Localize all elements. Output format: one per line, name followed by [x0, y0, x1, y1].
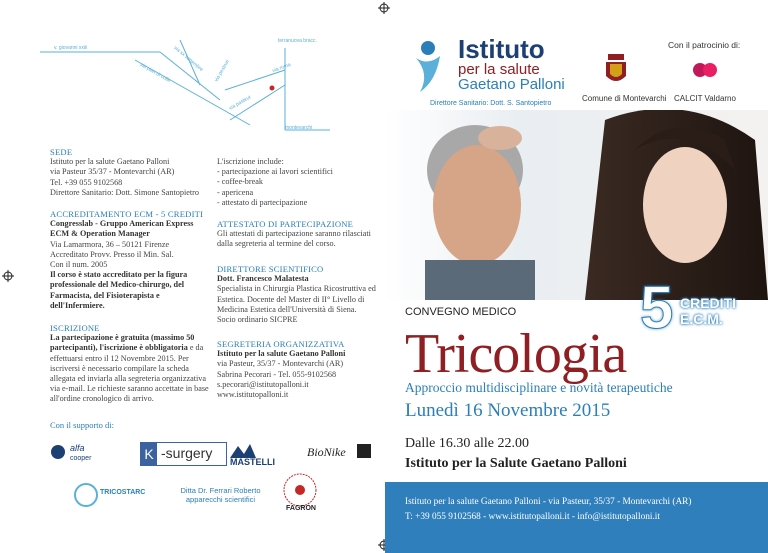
event-place: Istituto per la Salute Gaetano Palloni	[405, 456, 627, 471]
event-type: CONVEGNO MEDICO	[405, 306, 517, 318]
segreteria-line: via Pasteur, 35/37 - Montevarchi (AR)	[217, 359, 344, 369]
ecm-credits-label: E.C.M.	[680, 311, 723, 327]
accreditamento-line: Con il num. 2005	[50, 260, 108, 270]
include-line: L'iscrizione include:	[217, 157, 284, 166]
brand-logo	[408, 36, 568, 106]
brand-director: Direttore Sanitario: Dott. S. Santopietro	[430, 100, 552, 107]
include-line: - partecipazione ai lavori scientifici	[217, 167, 333, 177]
svg-text:TRICOSTARC: TRICOSTARC	[100, 489, 146, 496]
bionike-logo	[305, 440, 375, 466]
event-details	[405, 434, 627, 474]
svg-text:BioNike: BioNike	[307, 445, 346, 459]
include-line: - coffee-break	[217, 177, 263, 187]
brand-subtitle: per la salute	[458, 61, 540, 78]
map-street-label: v. giovanni xxiii	[54, 45, 88, 51]
sede-line: Istituto per la salute Gaetano Palloni	[50, 157, 170, 167]
ferrari-line: apparecchi scientifici	[185, 495, 256, 504]
direttore-text: Specialista in Chirurgia Plastica Ricostruttiva ed Estetica. Docente del Master di II° Livello di Medicina Estetica dell'Università di Siena. Socio ordinario SICPRE	[217, 284, 376, 325]
map-street-label: via pestruri	[213, 58, 231, 84]
svg-text:FAGRON: FAGRON	[286, 505, 316, 512]
iscrizione-section	[50, 323, 210, 405]
tricostarc-logo	[72, 480, 162, 510]
patrocinio-label: Con il patrocinio di:	[668, 40, 741, 50]
ferrari-line: Ditta Dr. Ferrari Roberto	[180, 486, 261, 495]
patrocinio-calcit: CALCIT Valdarno	[674, 94, 736, 103]
ecm-credits-number: 5	[640, 274, 674, 341]
direttore-name: Dott. Francesco Malatesta	[217, 274, 309, 284]
map-street-label: via pasteur	[228, 94, 253, 112]
sede-heading: SEDE	[50, 147, 73, 157]
map-street-label: terranuova bracc.	[278, 38, 317, 44]
attestato-heading: ATTESTATO DI PARTECIPAZIONE	[217, 219, 354, 229]
include-section	[217, 157, 377, 208]
accreditamento-section	[50, 209, 210, 311]
sede-line: Direttore Sanitario: Dott. Simone Santopietro	[50, 187, 199, 197]
event-title: Tricologia	[405, 323, 627, 385]
iscrizione-heading: ISCRIZIONE	[50, 323, 100, 333]
brand-title: Istituto	[458, 34, 545, 64]
patrocinio-comune: Comune di Montevarchi	[582, 94, 667, 103]
map-street-label: montevarchi	[285, 125, 313, 131]
accreditamento-heading: ACCREDITAMENTO ECM - 5 CREDITI	[50, 209, 204, 219]
hero-photo	[385, 110, 768, 300]
segreteria-email[interactable]: s.pecorari@istitutopalloni.it	[217, 379, 309, 389]
event-time: Dalle 16.30 alle 22.00	[405, 436, 530, 451]
ksurgery-logo: K -surgery	[140, 442, 227, 466]
registration-mark-icon	[2, 270, 14, 282]
segreteria-line: Sabrina Pecorari - Tel. 055-9102568	[217, 369, 337, 379]
sede-line: via Pasteur 35/37 - Montevarchi (AR)	[50, 167, 175, 177]
attestato-text: Gli attestati di partecipazione saranno rilasciati dalla segreteria al termine del corso.	[217, 229, 371, 249]
accreditamento-provider: Congresslab - Gruppo American Express	[50, 219, 194, 229]
segreteria-section	[217, 339, 377, 400]
alfa-cooper-logo	[50, 440, 120, 464]
direttore-heading: DIRETTORE SCIENTIFICO	[217, 264, 324, 274]
calcit-logo-icon	[690, 58, 720, 84]
contact-footer	[385, 482, 768, 553]
accreditamento-line: Via Lamarmora, 36 – 50121 Firenze	[50, 239, 170, 249]
montevarchi-crest-icon	[604, 54, 628, 86]
ecm-credits-label: CREDITI	[680, 295, 736, 311]
segreteria-website[interactable]: www.istitutopalloni.it	[217, 390, 289, 400]
accreditamento-figure: Il corso è stato accreditato per la figura professionale del Medico-chirurgo, del Farmacista, del Fisioterapista e dell'Infermiere.	[50, 270, 188, 310]
svg-text:alfa: alfa	[70, 443, 85, 453]
footer-address: Istituto per la salute Gaetano Palloni - via Pasteur, 35/37 - Montevarchi (AR)	[405, 497, 692, 507]
include-line: - apericena	[217, 187, 254, 197]
segreteria-name: Istituto per la salute Gaetano Palloni	[217, 349, 346, 359]
mastelli-logo	[228, 440, 298, 466]
svg-text:cooper: cooper	[70, 455, 92, 462]
map-street-label: via xx settembre	[172, 45, 205, 73]
event-subtitle: Approccio multidisciplinare e novità terapeutiche	[405, 380, 673, 395]
direttore-section	[217, 264, 377, 325]
brand-name: Gaetano Palloni	[458, 76, 565, 93]
footer-contacts[interactable]: T: +39 055 9102568 - www.istitutopalloni.it - info@istitutopalloni.it	[405, 512, 660, 522]
supporto-label: Con il supporto di:	[50, 420, 114, 430]
ferrari-logo	[168, 486, 273, 504]
svg-text:MASTELLI: MASTELLI	[230, 457, 275, 466]
fagron-logo	[280, 470, 320, 514]
map-street-label: via roma	[271, 61, 292, 75]
accreditamento-provider-sub: ECM & Operation Manager	[50, 229, 150, 239]
segreteria-heading: SEGRETERIA ORGANIZZATIVA	[217, 339, 345, 349]
sede-line: Tel. +39 055 9102568	[50, 177, 123, 187]
map-street-label: via pian di colle	[138, 61, 172, 85]
attestato-section	[217, 219, 377, 250]
iscrizione-text: e da effettuarsi entro il 12 Novembre 2015. Per iscriversi è necessario compilare la scheda allegata ed inviarla alla segreteria organizzativa via e-mail. Le richieste saranno accettate in base all'ordine cronologico di arrivo.	[50, 343, 209, 404]
include-line: - attestato di partecipazione	[217, 197, 308, 207]
location-map	[40, 30, 360, 140]
sede-section	[50, 147, 210, 198]
registration-mark-icon	[378, 2, 390, 14]
event-date: Lunedì 16 Novembre 2015	[405, 400, 611, 421]
accreditamento-line: Accreditato Provv. Presso il Min. Sal.	[50, 249, 174, 259]
iscrizione-bold: La partecipazione è gratuita (massimo 50 partecipanti), l'iscrizione è obbligatoria	[50, 333, 195, 353]
